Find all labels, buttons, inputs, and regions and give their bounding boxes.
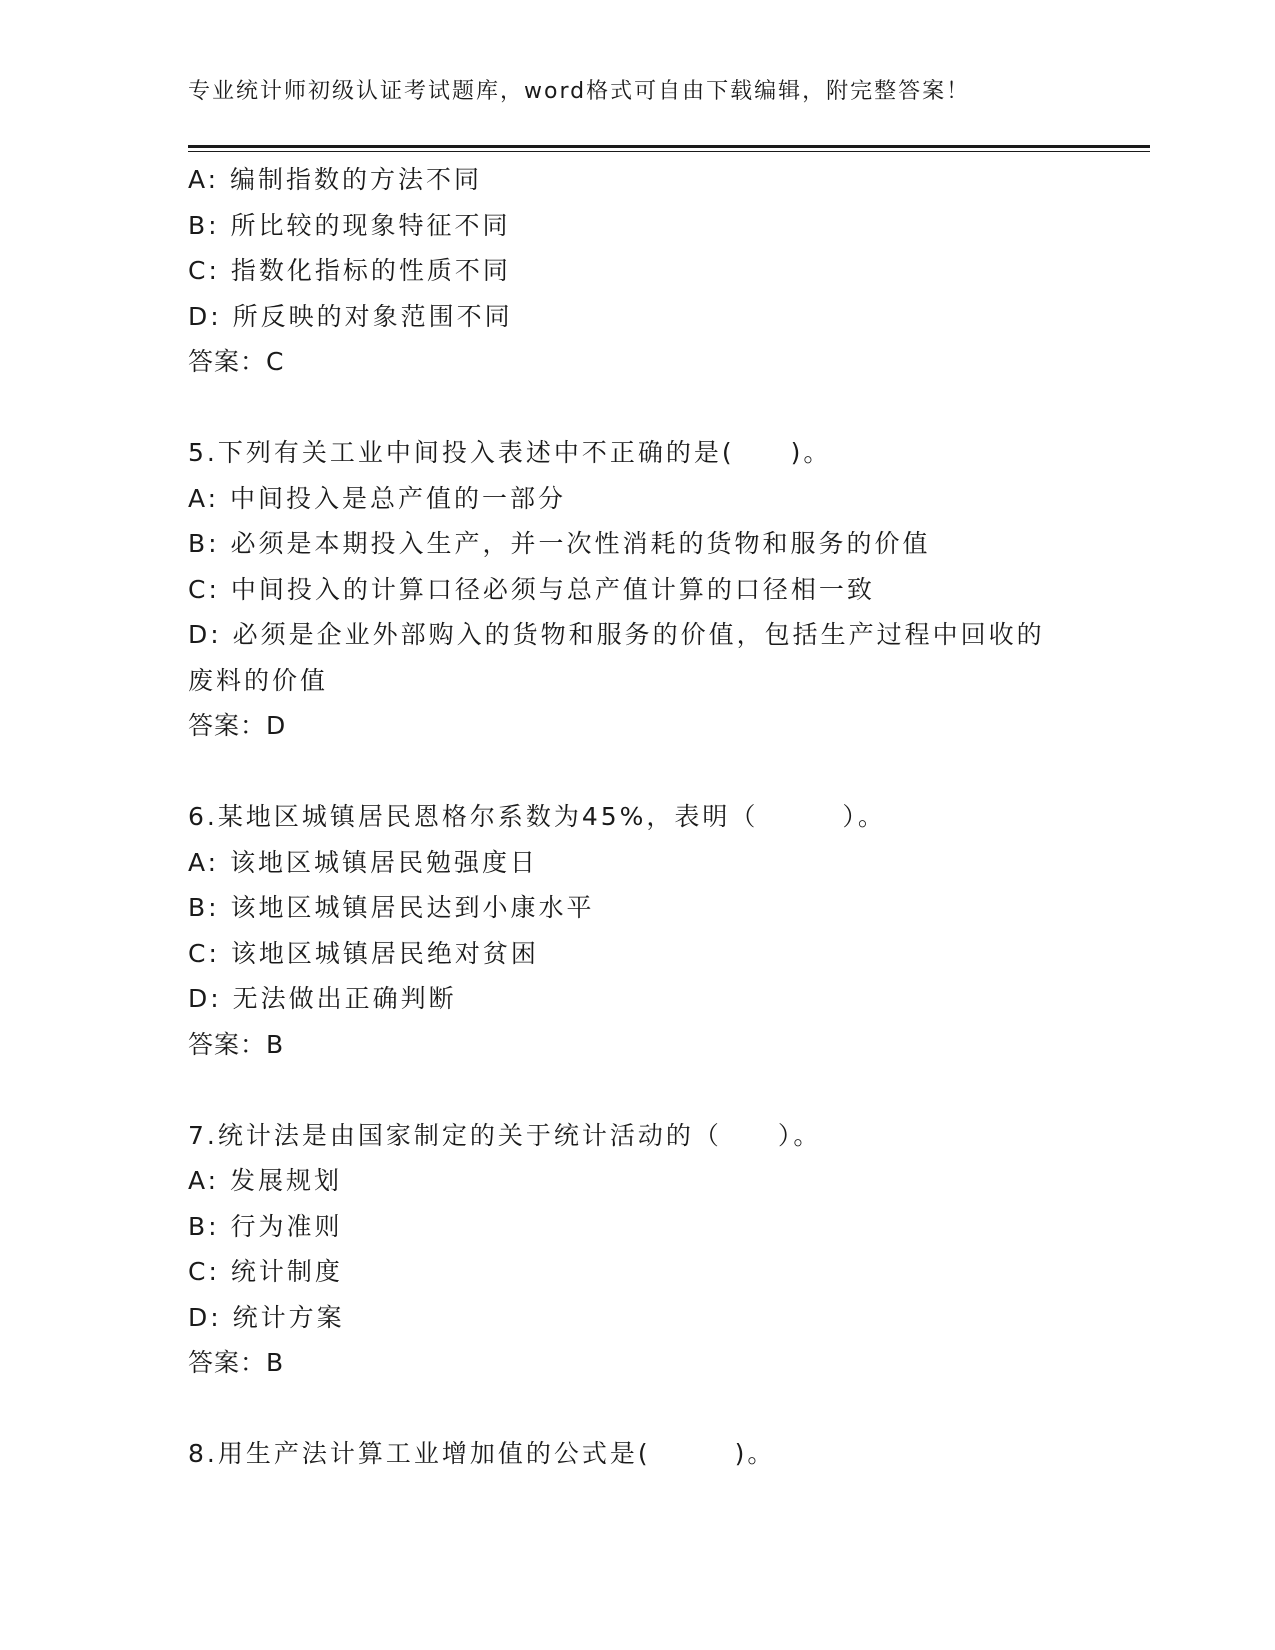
answer: 答案：B — [188, 1348, 285, 1377]
option-b: B: 所比较的现象特征不同 — [188, 210, 511, 240]
answer: 答案：D — [188, 711, 287, 740]
question-stem: 8.用生产法计算工业增加值的公式是( )。 — [188, 1439, 776, 1468]
option-d: D: 所反映的对象范围不同 — [188, 301, 513, 331]
question-8 — [188, 1431, 1088, 1477]
option-a: A: 中间投入是总产值的一部分 — [188, 483, 567, 513]
answer: 答案：C — [188, 347, 285, 376]
option-d: D: 无法做出正确判断 — [188, 984, 457, 1013]
option-b: B: 行为准则 — [188, 1211, 343, 1241]
option-a: A: 发展规划 — [188, 1166, 343, 1195]
question-6 — [188, 794, 1088, 1067]
option-b: B: 该地区城镇居民达到小康水平 — [188, 893, 595, 922]
option-c: C: 中间投入的计算口径必须与总产值计算的口径相一致 — [188, 574, 875, 604]
option-a: A: 该地区城镇居民勉强度日 — [188, 847, 539, 877]
option-a: A: 编制指数的方法不同 — [188, 165, 483, 194]
question-4 — [188, 157, 1088, 385]
question-7 — [188, 1113, 1088, 1386]
question-stem: 7.统计法是由国家制定的关于统计活动的（ ）。 — [188, 1120, 822, 1150]
question-stem: 6.某地区城镇居民恩格尔系数为45%，表明（ ）。 — [188, 802, 886, 831]
option-d-continued: 废料的价值 — [188, 665, 329, 695]
option-d: D: 必须是企业外部购入的货物和服务的价值，包括生产过程中回收的 — [188, 620, 1045, 649]
header-rule-thin — [188, 151, 1150, 152]
answer: 答案：B — [188, 1029, 285, 1059]
question-5 — [188, 430, 1088, 749]
option-b: B: 必须是本期投入生产，并一次性消耗的货物和服务的价值 — [188, 529, 931, 558]
option-c: C: 该地区城镇居民绝对贫困 — [188, 938, 539, 968]
question-list — [188, 157, 1088, 1477]
question-stem: 5.下列有关工业中间投入表述中不正确的是( )。 — [188, 438, 832, 467]
page-header: 专业统计师初级认证考试题库，word格式可自由下载编辑，附完整答案！ — [188, 79, 971, 104]
option-c: C: 统计制度 — [188, 1257, 343, 1286]
option-c: C: 指数化指标的性质不同 — [188, 256, 511, 285]
header-rule-thick — [188, 145, 1150, 148]
option-d: D: 统计方案 — [188, 1302, 345, 1332]
